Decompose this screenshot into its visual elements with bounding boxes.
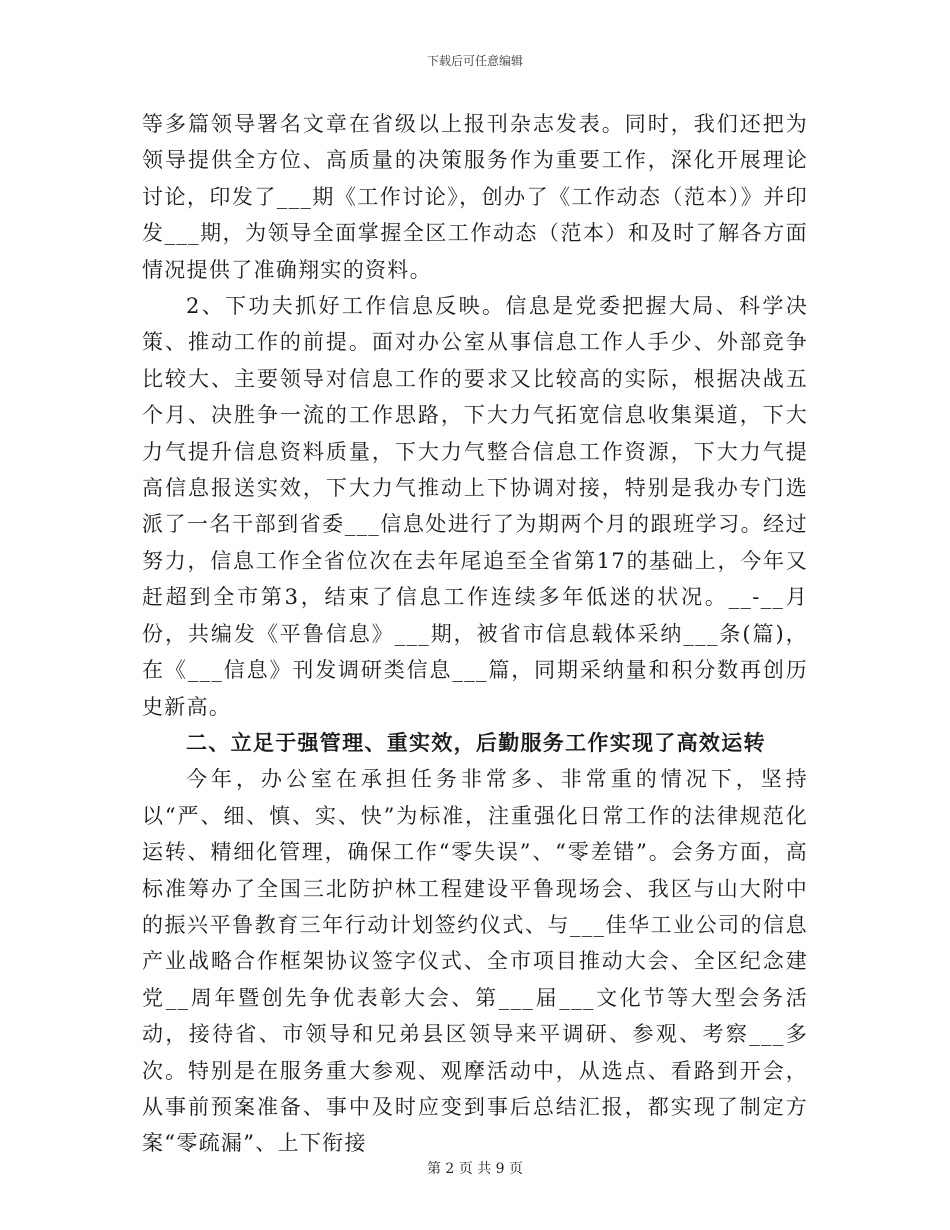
page-number: 第 2 页 共 9 页 [426,1161,524,1177]
paragraph-3: 今年，办公室在承担任务非常多、非常重的情况下，坚持以“严、细、慎、实、快”为标准，注重强化日常工作的法律规范化运转、精细化管理，确保工作“零失误”、“零差错”。会务方面，高标准筹办了全国三北防护林工程建设平鲁现场会、我区与山大附中的振兴平鲁教育三年行动计划签约仪式、与___佳华工业公司的信息产业战略合作框架协议签字仪式、全市项目推动大会、全区纪念建党__周年暨创先争优表彰大会、第___届___文化节等大型会务活动，接待省、市领导和兄弟县区领导来平调研、参观、考察___多次。特别是在服务重大参观、观摩活动中，从选点、看路到开会，从事前预案准备、事中及时应变到事后总结汇报，都实现了制定方案“零疏漏”、上下衔接 [142,767,808,1156]
paragraph-2: 2、下功夫抓好工作信息反映。信息是党委把握大局、科学决策、推动工作的前提。面对办公室从事信息工作人手少、外部竞争比较大、主要领导对信息工作的要求又比较高的实际，根据决战五个月、决胜争一流的工作思路，下大力气拓宽信息收集渠道，下大力气提升信息资料质量，下大力气整合信息工作资源，下大力气提高信息报送实效，下大力气推动上下协调对接，特别是我办专门选派了一名干部到省委___信息处进行了为期两个月的跟班学习。经过努力，信息工作全省位次在去年尾追至全省第17的基础上，今年又赶超到全市第3，结束了信息工作连续多年低迷的状况。__-__月份，共编发《平鲁信息》___期，被省市信息载体采纳___条(篇)，在《___信息》刊发调研类信息___篇，同期采纳量和积分数再创历史新高。 [142,294,808,719]
document-body [142,106,808,1162]
section-heading: 二、立足于强管理、重实效，后勤服务工作实现了高效运转 [186,729,766,755]
paragraph-1: 等多篇领导署名文章在省级以上报刊杂志发表。同时，我们还把为领导提供全方位、高质量的决策服务作为重要工作，深化开展理论讨论，印发了___期《工作讨论》，创办了《工作动态（范本）》并印发___期，为领导全面掌握全区工作动态（范本）和及时了解各方面情况提供了准确翔实的资料。 [142,112,808,282]
page-header: 下载后可任意编辑 [426,54,523,68]
